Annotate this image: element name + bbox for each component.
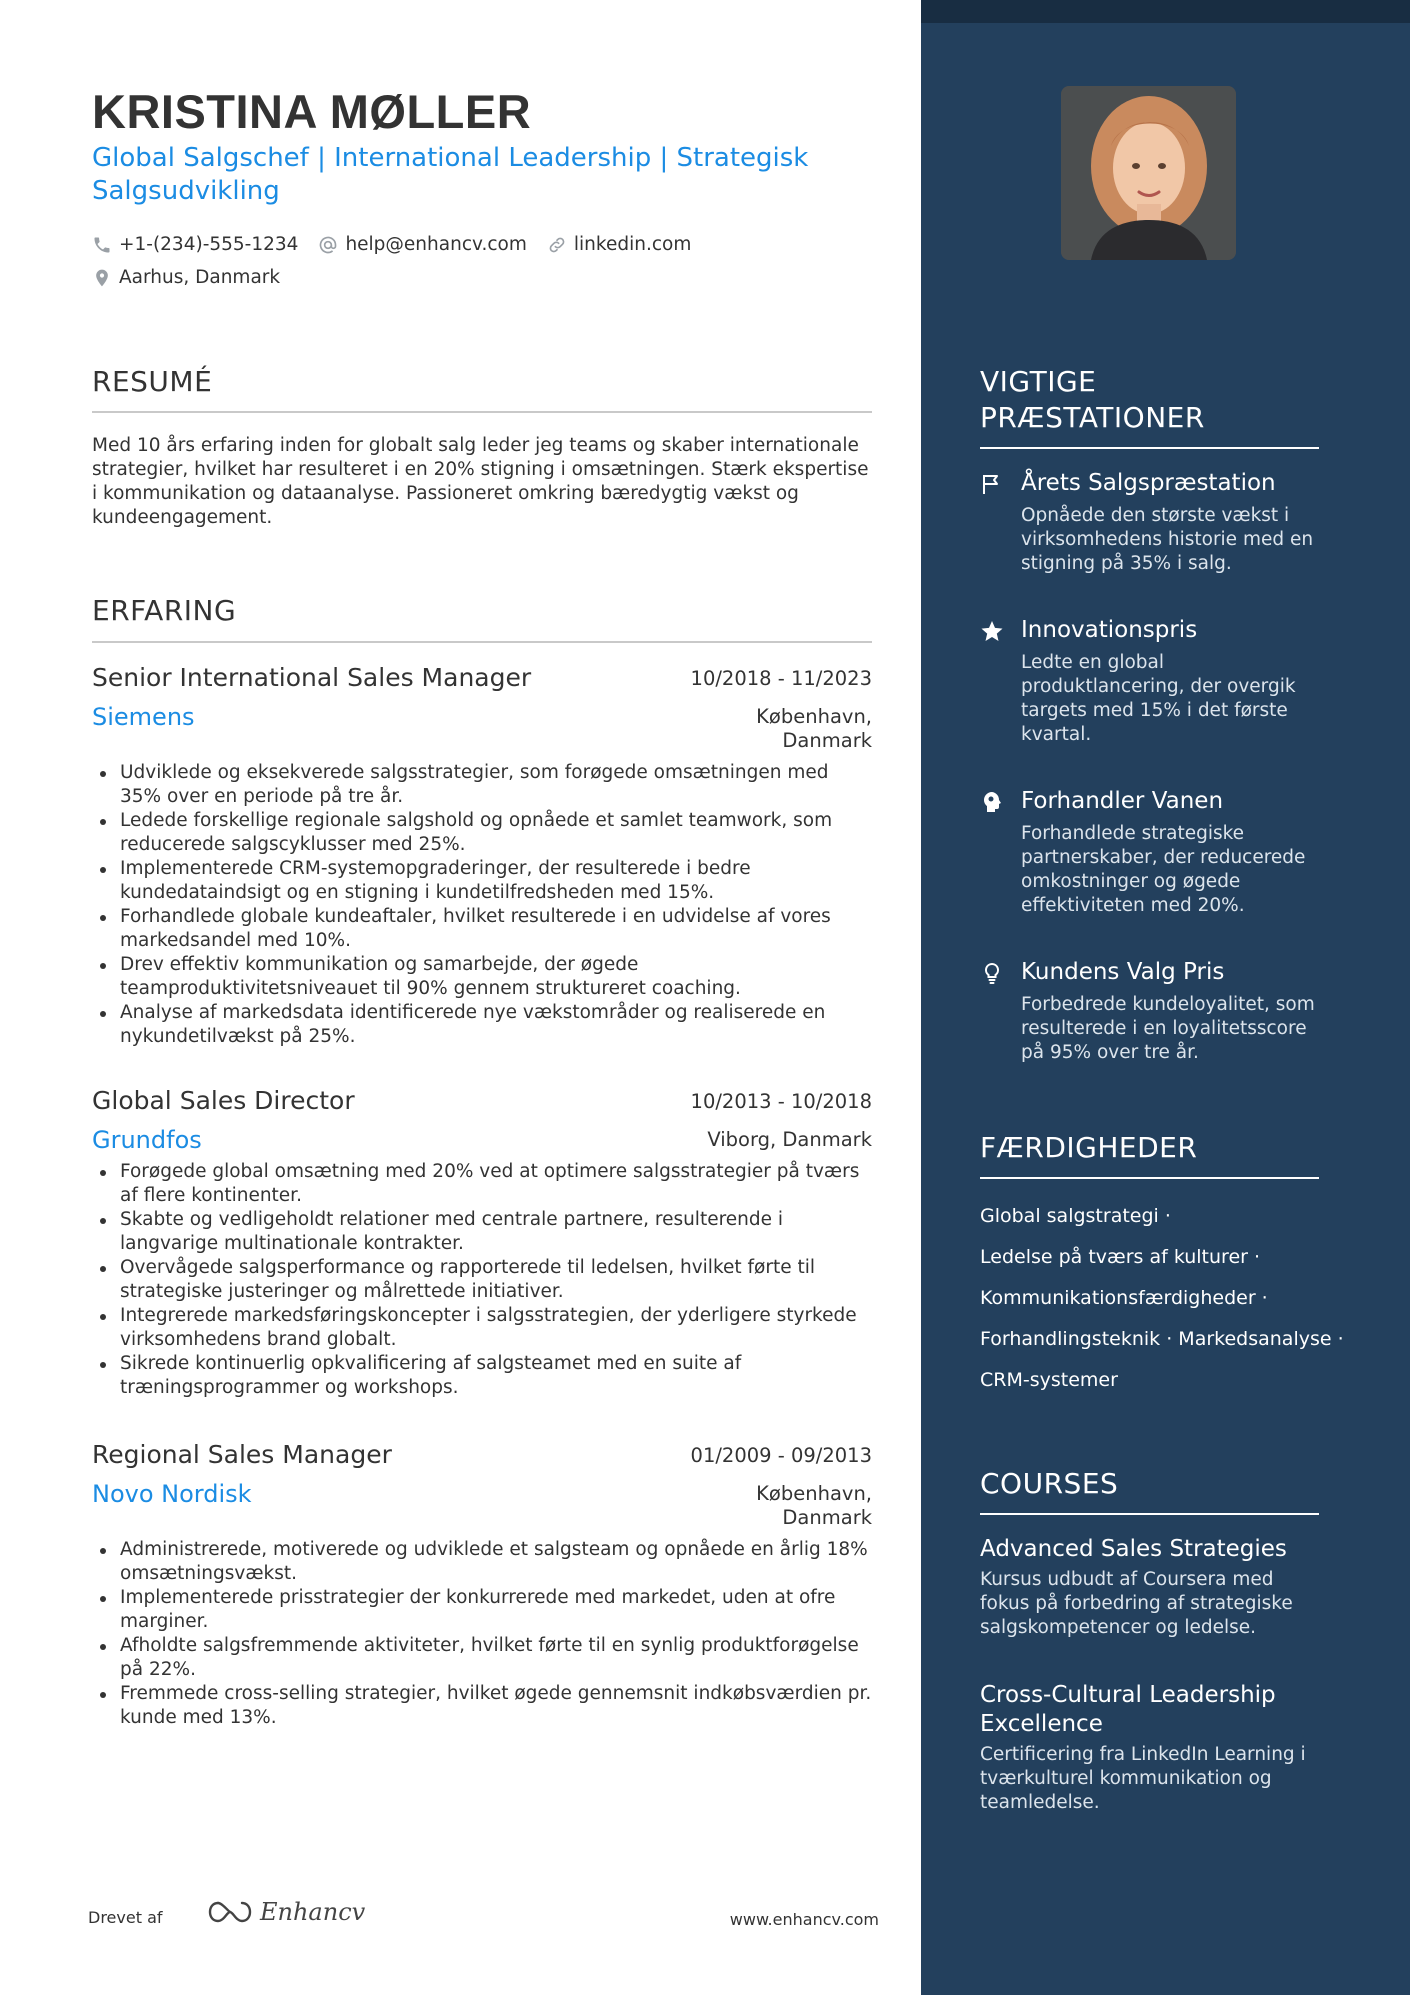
achievement-desc: Opnåede den største vækst i virksomhedens historie med en stigning på 35% i salg. <box>1021 505 1314 574</box>
job-company: Siemens <box>92 703 195 731</box>
course-desc: Certificering fra LinkedIn Learning i tværkulturel kommunikation og teamledelse. <box>980 1744 1306 1813</box>
achievement-item <box>980 957 1320 1077</box>
achievements-heading-line: VIGTIGE <box>980 365 1097 398</box>
achievements-heading-line: PRÆSTATIONER <box>980 401 1205 434</box>
at-icon <box>318 235 338 255</box>
job-bullet: Implementerede prisstrategier der konkurrerede med markedet, uden at ofre marginer. <box>92 1586 872 1634</box>
courses-divider <box>980 1513 1319 1515</box>
achievement-title: Årets Salgspræstation <box>1021 470 1276 496</box>
skills-divider <box>980 1177 1319 1179</box>
skill-item: Kommunikationsfærdigheder <box>980 1287 1256 1309</box>
link-icon <box>547 235 567 255</box>
skill-item: Ledelse på tværs af kulturer <box>980 1246 1248 1268</box>
email-text: help@enhancv.com <box>345 234 527 255</box>
summary-text: Med 10 års erfaring inden for globalt salg leder jeg teams og skaber internationale strategier, hvilket har resulteret i en 20% stigning i omsætningen. Stærk ekspertise i kommunikation og dataanalyse. Passioneret omkring bæredygtig vækst og kundeengagement. <box>92 435 869 528</box>
job-bullet: Sikrede kontinuerlig opkvalificering af salgsteamet med en suite af træningsprogrammer og workshops. <box>92 1352 872 1400</box>
candidate-name: KRISTINA MØLLER <box>92 85 532 138</box>
job-bullet: Implementerede CRM-systemopgraderinger, der resulterede i bedre kundedataindsigt og en stigning i kundetilfredsheden med 15%. <box>92 857 872 905</box>
course-title: Advanced Sales Strategies <box>980 1536 1287 1562</box>
contact-location <box>92 267 280 288</box>
course-item <box>980 1681 1320 1815</box>
footer-brand-text: Enhancv <box>260 1898 366 1926</box>
footer-brand-logo[interactable] <box>206 1898 365 1926</box>
job-location-line: Danmark <box>782 1506 872 1529</box>
job-bullet: Analyse af markedsdata identificerede nye vækstområder og realiserede en nykundetilvækst på 25%. <box>92 1001 872 1049</box>
skill-item: Markedsanalyse <box>1178 1328 1332 1350</box>
phone-text: +1-(234)-555-1234 <box>119 234 299 255</box>
job-bullet: Udviklede og eksekverede salgsstrategier, som forøgede omsætningen med 35% over en periode på tre år. <box>92 761 872 809</box>
experience-divider <box>92 641 872 643</box>
lightbulb-icon <box>980 961 1004 985</box>
contact-email[interactable] <box>318 234 526 255</box>
job-bullet: Overvågede salgsperformance og rapporterede til ledelsen, hvilket førte til strategiske justeringer og målrettede initiativer. <box>92 1256 872 1304</box>
job-bullet: Ledede forskellige regionale salgshold og opnåede et samlet teamwork, som reducerede salgscyklusser med 25%. <box>92 809 872 857</box>
job-location-line: København, <box>756 1482 872 1505</box>
achievement-item <box>980 615 1320 755</box>
contact-info <box>92 228 852 294</box>
head-icon <box>980 790 1004 814</box>
job-title: Global Sales Director <box>92 1086 355 1115</box>
job-bullet: Forhandlede globale kundeaftaler, hvilket resulterede i en udvidelse af vores markedsandel med 10%. <box>92 905 872 953</box>
job-dates: 10/2013 - 10/2018 <box>690 1090 872 1113</box>
job-location <box>707 1128 872 1152</box>
skills-list: Global salgstrategi · Ledelse på tværs af kulturer · Kommunikationsfærdigheder · Forhandlingsteknik · Markedsanalyse · CRM-systemer <box>980 1205 1344 1391</box>
course-desc: Kursus udbudt af Coursera med fokus på forbedring af strategiske salgskompetencer og ledelse. <box>980 1569 1293 1638</box>
linkedin-text: linkedin.com <box>573 234 692 255</box>
profile-photo-illustration <box>1061 86 1236 260</box>
job-bullets <box>92 1160 872 1400</box>
enhancv-logo-icon <box>206 1899 254 1925</box>
job-bullet: Fremmede cross-selling strategier, hvilket øgede gennemsnit indkøbsværdien pr. kunde med 13%. <box>92 1682 872 1730</box>
job-bullet: Forøgede global omsætning med 20% ved at optimere salgsstrategier på tværs af flere kontinenter. <box>92 1160 872 1208</box>
achievement-title: Kundens Valg Pris <box>1021 959 1225 985</box>
course-item <box>980 1535 1320 1640</box>
achievements-heading <box>980 364 1205 436</box>
location-pin-icon <box>92 268 112 288</box>
footer-powered-by: Drevet af <box>88 1908 163 1927</box>
achievement-item <box>980 786 1320 916</box>
experience-heading: ERFARING <box>92 594 237 627</box>
profile-photo <box>1061 86 1236 260</box>
job-bullet: Drev effektiv kommunikation og samarbejde, der øgede teamproduktivitetsniveauet til 90% gennem struktureret coaching. <box>92 953 872 1001</box>
job-title: Regional Sales Manager <box>92 1440 392 1469</box>
skill-item: Forhandlingsteknik <box>980 1328 1161 1350</box>
job-location <box>756 1482 872 1530</box>
flag-icon <box>980 472 1004 496</box>
job-location-line: Danmark <box>782 729 872 752</box>
job-dates: 10/2018 - 11/2023 <box>690 667 872 690</box>
candidate-headline: Global Salgschef | International Leadership | Strategisk Salgsudvikling <box>92 143 809 206</box>
achievement-desc: Forbedrede kundeloyalitet, som resulterede i en loyalitetsscore på 95% over tre år. <box>1021 994 1315 1063</box>
footer-url[interactable]: www.enhancv.com <box>729 1910 879 1929</box>
job-title: Senior International Sales Manager <box>92 663 532 692</box>
summary-divider <box>92 411 872 413</box>
job-company: Novo Nordisk <box>92 1480 252 1508</box>
achievement-desc: Forhandlede strategiske partnerskaber, der reducerede omkostninger og øgede effektiviteten med 20%. <box>1021 823 1306 916</box>
job-bullets <box>92 1538 872 1730</box>
sidebar-top-bar <box>921 0 1410 23</box>
skill-item: CRM-systemer <box>980 1369 1118 1391</box>
job-entry <box>92 1440 872 1740</box>
job-location <box>756 705 872 753</box>
job-company: Grundfos <box>92 1126 202 1154</box>
job-dates: 01/2009 - 09/2013 <box>690 1444 872 1467</box>
achievement-title: Innovationspris <box>1021 617 1198 643</box>
contact-phone[interactable] <box>92 234 298 255</box>
sidebar <box>921 0 1410 1995</box>
achievement-title: Forhandler Vanen <box>1021 788 1224 814</box>
achievements-divider <box>980 447 1319 449</box>
achievement-item <box>980 468 1320 588</box>
location-text: Aarhus, Danmark <box>119 267 281 288</box>
courses-heading: COURSES <box>980 1467 1119 1500</box>
job-bullet: Afholdte salgsfremmende aktiviteter, hvilket førte til en synlig produktforøgelse på 22%. <box>92 1634 872 1682</box>
job-bullets <box>92 761 872 1049</box>
job-entry <box>92 663 872 1053</box>
achievement-desc: Ledte en global produktlancering, der overgik targets med 15% i det første kvartal. <box>1021 652 1296 745</box>
star-icon <box>980 619 1004 643</box>
job-bullet: Skabte og vedligeholdt relationer med centrale partnere, resulterende i langvarige multinationale kontrakter. <box>92 1208 872 1256</box>
job-location-line: Viborg, Danmark <box>707 1128 872 1151</box>
job-bullet: Administrerede, motiverede og udviklede et salgsteam og opnåede en årlig 18% omsætningsvækst. <box>92 1538 872 1586</box>
summary-heading: RESUMÉ <box>92 365 213 398</box>
course-title: Cross-Cultural Leadership Excellence <box>980 1682 1276 1737</box>
job-location-line: København, <box>756 705 872 728</box>
skills-heading: FÆRDIGHEDER <box>980 1131 1198 1164</box>
job-entry <box>92 1086 872 1406</box>
job-bullet: Integrerede markedsføringskoncepter i salgsstrategien, der yderligere styrkede virksomhedens brand globalt. <box>92 1304 872 1352</box>
contact-linkedin[interactable] <box>547 234 691 255</box>
skill-item: Global salgstrategi <box>980 1205 1159 1227</box>
phone-icon <box>92 235 112 255</box>
